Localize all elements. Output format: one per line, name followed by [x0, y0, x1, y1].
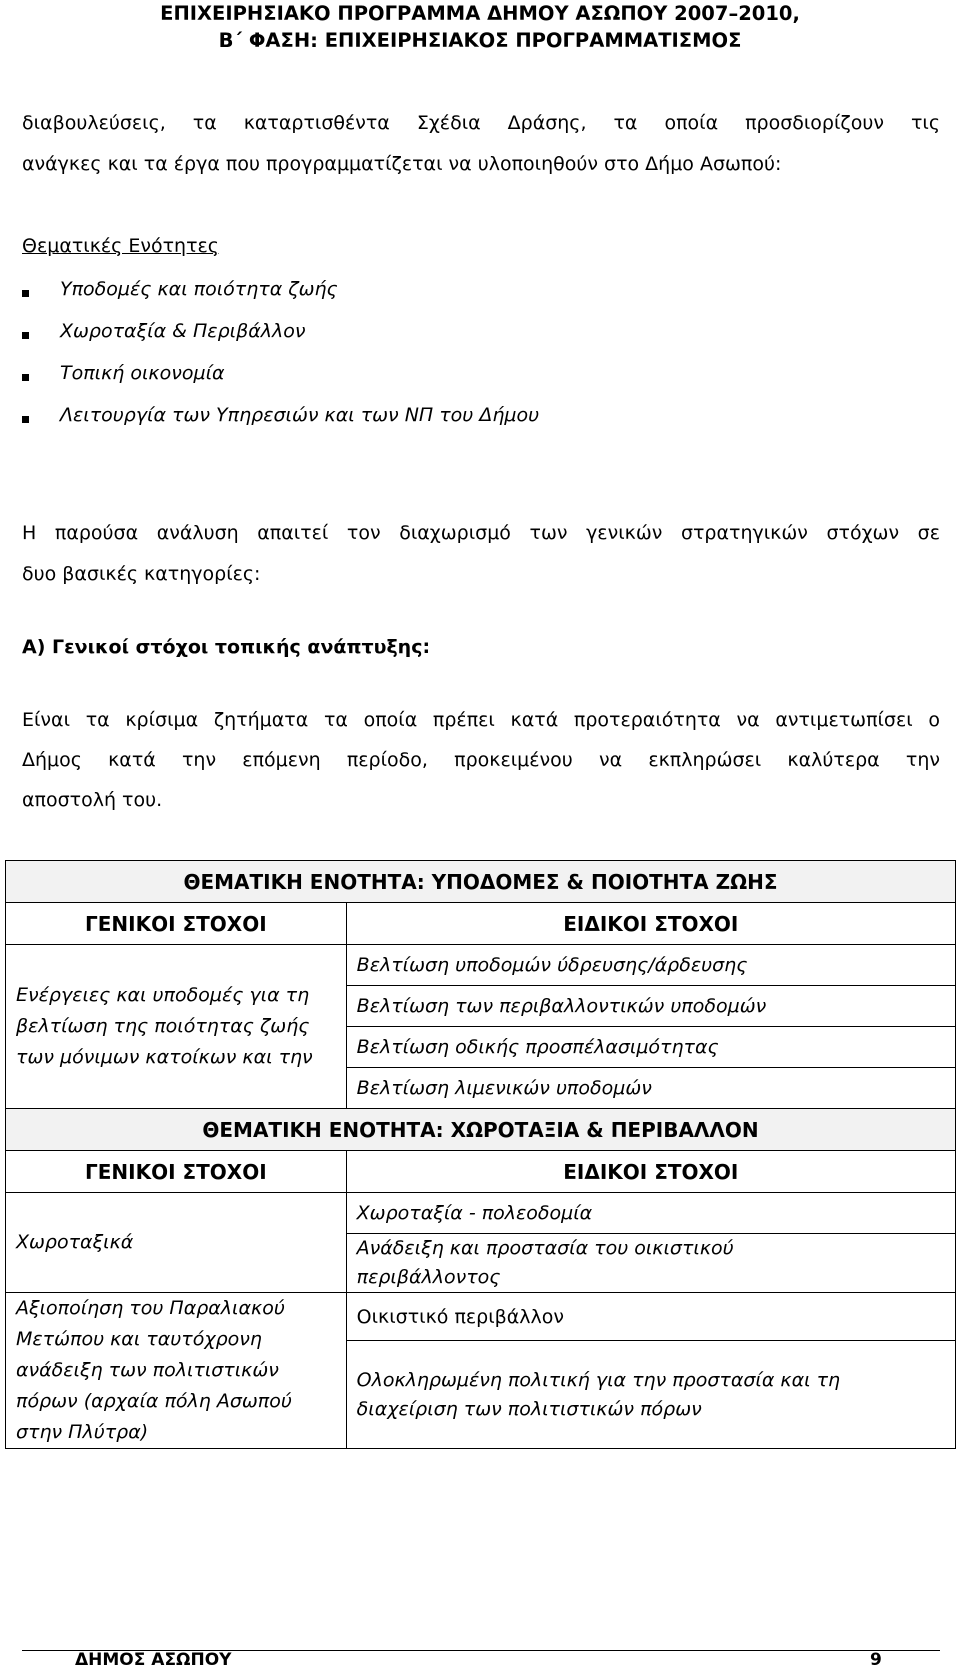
column-header-general: ΓΕΝΙΚΟΙ ΣΤΟΧΟΙ [6, 903, 347, 945]
specific-goal-cell: Βελτίωση οδικής προσπέλασιμότητας [346, 1027, 955, 1068]
specific-goal-cell: Ανάδειξη και προστασία του οικιστικού περιβάλλοντος [346, 1234, 955, 1293]
bullet-square-icon [22, 332, 29, 339]
thematic-heading: Θεματικές Ενότητες [22, 235, 219, 257]
section-a-line-2: Δήμος κατά την επόμενη περίοδο, προκειμένου να εκπληρώσει καλύτερα την [22, 749, 940, 771]
specific-goal-cell: Οικιστικό περιβάλλον [346, 1293, 955, 1341]
intro-line-2: ανάγκες και τα έργα που προγραμματίζεται να υλοποιηθούν στο Δήμο Ασωπού: [22, 153, 782, 175]
specific-goal-cell: Βελτίωση των περιβαλλοντικών υποδομών [346, 986, 955, 1027]
general-goal-cell: Χωροταξικά [6, 1193, 347, 1293]
page-header [0, 0, 960, 54]
general-goal-cell: Ενέργειες και υποδομές για τη βελτίωση της ποιότητας ζωής των μόνιμων κατοίκων και την [6, 945, 347, 1109]
section-a-line-1: Είναι τα κρίσιμα ζητήματα τα οποία πρέπει κατά προτεραιότητα να αντιμετωπίσει ο [22, 709, 940, 731]
footer-municipality: ΔΗΜΟΣ ΑΣΩΠΟΥ [75, 1650, 232, 1670]
section-a-line-3: αποστολή του. [22, 789, 163, 811]
specific-goal-cell: Χωροταξία - πολεοδομία [346, 1193, 955, 1234]
bullet-square-icon [22, 416, 29, 423]
section-a-heading: Α) Γενικοί στόχοι τοπικής ανάπτυξης: [22, 636, 431, 658]
header-line-1: ΕΠΙΧΕΙΡΗΣΙΑΚΟ ΠΡΟΓΡΑΜΜΑ ΔΗΜΟΥ ΑΣΩΠΟΥ 2007–2010, [160, 2, 800, 25]
bullet-square-icon [22, 290, 29, 297]
specific-goal-cell: Ολοκληρωμένη πολιτική για την προστασία και τη διαχείριση των πολιτιστικών πόρων [346, 1341, 955, 1449]
column-header-specific: ΕΙΔΙΚΟΙ ΣΤΟΧΟΙ [346, 1151, 955, 1193]
table-title: ΘΕΜΑΤΙΚΗ ΕΝΟΤΗΤΑ: ΧΩΡΟΤΑΞΙΑ & ΠΕΡΙΒΑΛΛΟΝ [6, 1109, 956, 1151]
general-goal-cell: Αξιοποίηση του Παραλιακού Μετώπου και ταυτόχρονη ανάδειξη των πολιτιστικών πόρων (αρχαία πόλη Ασωπού στην Πλύτρα) [6, 1293, 347, 1449]
bullet-square-icon [22, 374, 29, 381]
goals-table-infrastructure [5, 860, 956, 1449]
column-header-general: ΓΕΝΙΚΟΙ ΣΤΟΧΟΙ [6, 1151, 347, 1193]
intro-line-1: διαβουλεύσεις, τα καταρτισθέντα Σχέδια Δράσης, τα οποία προσδιορίζουν τις [22, 112, 940, 134]
header-line-2: Β΄ ΦΑΣΗ: ΕΠΙΧΕΙΡΗΣΙΑΚΟΣ ΠΡΟΓΡΑΜΜΑΤΙΣΜΟΣ [218, 29, 742, 52]
column-header-specific: ΕΙΔΙΚΟΙ ΣΤΟΧΟΙ [346, 903, 955, 945]
specific-goal-cell: Βελτίωση υποδομών ύδρευσης/άρδευσης [346, 945, 955, 986]
table-title: ΘΕΜΑΤΙΚΗ ΕΝΟΤΗΤΑ: ΥΠΟΔΟΜΕΣ & ΠΟΙΟΤΗΤΑ ΖΩΗΣ [6, 861, 956, 903]
analysis-line-1: Η παρούσα ανάλυση απαιτεί τον διαχωρισμό των γενικών στρατηγικών στόχων σε [22, 522, 940, 544]
analysis-line-2: δυο βασικές κατηγορίες: [22, 563, 261, 585]
page-number: 9 [870, 1650, 882, 1670]
specific-goal-cell: Βελτίωση λιμενικών υποδομών [346, 1068, 955, 1109]
